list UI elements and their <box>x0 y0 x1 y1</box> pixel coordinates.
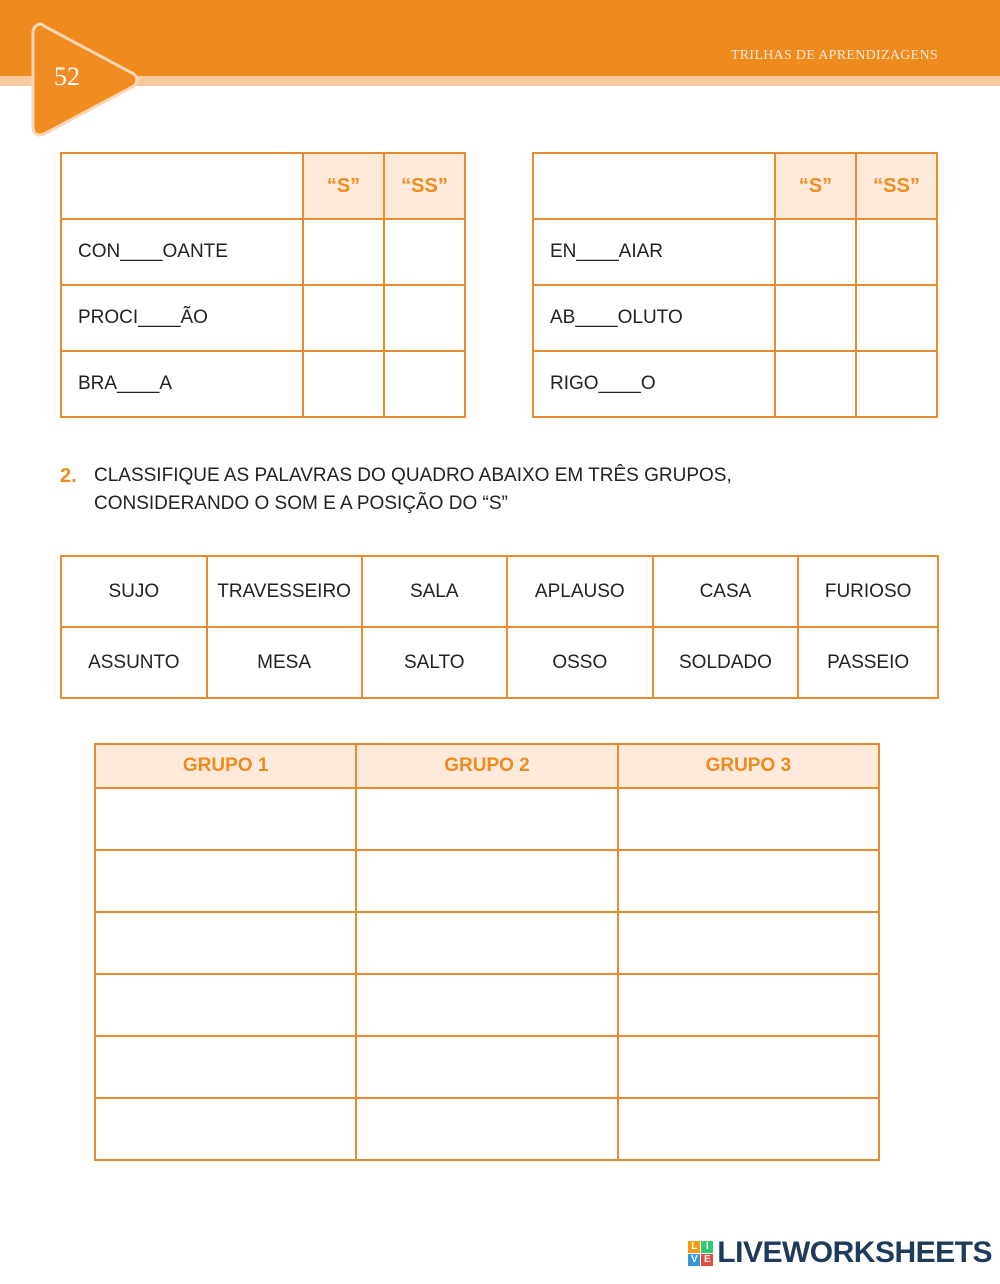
word-bank-cell: SALTO <box>362 627 507 698</box>
answer-cell-ss[interactable] <box>384 219 465 285</box>
word-bank-cell: CASA <box>653 556 799 627</box>
group-3-answer-cell[interactable] <box>618 1036 879 1098</box>
answer-cell-s[interactable] <box>303 219 384 285</box>
group-2-answer-cell[interactable] <box>356 788 617 850</box>
table-header-row <box>95 744 879 788</box>
group-3-answer-cell[interactable] <box>618 788 879 850</box>
word-bank-cell: SALA <box>362 556 507 627</box>
group-2-answer-cell[interactable] <box>356 1098 617 1160</box>
group-3-answer-cell[interactable] <box>618 974 879 1036</box>
group-1-answer-cell[interactable] <box>95 1098 356 1160</box>
word-bank-cell: TRAVESSEIRO <box>207 556 362 627</box>
answer-cell-s[interactable] <box>775 285 856 351</box>
instruction-line-1: CLASSIFIQUE AS PALAVRAS DO QUADRO ABAIXO EM TRÊS GRUPOS, <box>94 465 732 486</box>
liveworksheets-logo[interactable] <box>688 1236 992 1270</box>
s-ss-table-left <box>60 152 466 418</box>
logo-letter: E <box>701 1254 713 1266</box>
table-row <box>533 351 937 417</box>
book-title: TRILHAS DE APRENDIZAGENS <box>730 48 938 63</box>
table-row <box>61 351 465 417</box>
answer-cell-ss[interactable] <box>856 285 937 351</box>
answer-cell-ss[interactable] <box>856 351 937 417</box>
header-stripe <box>0 76 1000 86</box>
blank-header-cell <box>533 153 775 219</box>
groups-table <box>94 743 880 1161</box>
group-1-answer-cell[interactable] <box>95 912 356 974</box>
word-cell: RIGO____O <box>533 351 775 417</box>
exercise-2-instruction <box>60 462 860 518</box>
header-band <box>0 0 1000 76</box>
answer-cell-ss[interactable] <box>856 219 937 285</box>
blank-header-cell <box>61 153 303 219</box>
table-row <box>533 285 937 351</box>
answer-cell-s[interactable] <box>775 219 856 285</box>
group-1-answer-cell[interactable] <box>95 974 356 1036</box>
group-3-answer-cell[interactable] <box>618 850 879 912</box>
s-ss-table-right <box>532 152 938 418</box>
group-2-answer-cell[interactable] <box>356 912 617 974</box>
word-cell: BRA____A <box>61 351 303 417</box>
group-1-answer-cell[interactable] <box>95 788 356 850</box>
table-row <box>95 912 879 974</box>
word-bank-cell: OSSO <box>507 627 653 698</box>
table-row <box>61 219 465 285</box>
word-bank-cell: APLAUSO <box>507 556 653 627</box>
answer-cell-ss[interactable] <box>384 285 465 351</box>
table-row <box>95 850 879 912</box>
header-s: “S” <box>775 153 856 219</box>
group-1-header: GRUPO 1 <box>95 744 356 788</box>
word-cell: AB____OLUTO <box>533 285 775 351</box>
table-header-row <box>533 153 937 219</box>
word-bank-cell: MESA <box>207 627 362 698</box>
table-header-row <box>61 153 465 219</box>
word-bank-cell: ASSUNTO <box>61 627 207 698</box>
liveworksheets-logo-text: LIVEWORKSHEETS <box>717 1236 992 1269</box>
answer-cell-ss[interactable] <box>384 351 465 417</box>
word-cell: EN____AIAR <box>533 219 775 285</box>
table-row <box>95 788 879 850</box>
header-ss: “SS” <box>384 153 465 219</box>
word-bank-cell: SOLDADO <box>653 627 799 698</box>
table-row <box>95 1098 879 1160</box>
group-3-answer-cell[interactable] <box>618 912 879 974</box>
word-cell: PROCI____ÃO <box>61 285 303 351</box>
page-number: 52 <box>54 62 80 91</box>
word-bank-table <box>60 555 939 699</box>
group-3-header: GRUPO 3 <box>618 744 879 788</box>
answer-cell-s[interactable] <box>303 285 384 351</box>
table-row <box>95 974 879 1036</box>
table-row <box>61 556 938 627</box>
word-bank-cell: PASSEIO <box>798 627 938 698</box>
table-row <box>61 627 938 698</box>
logo-letter: I <box>701 1241 713 1253</box>
table-row <box>61 285 465 351</box>
group-2-header: GRUPO 2 <box>356 744 617 788</box>
header-s: “S” <box>303 153 384 219</box>
group-2-answer-cell[interactable] <box>356 850 617 912</box>
group-2-answer-cell[interactable] <box>356 974 617 1036</box>
liveworksheets-logo-icon <box>688 1241 713 1266</box>
word-bank-cell: SUJO <box>61 556 207 627</box>
word-bank-cell: FURIOSO <box>798 556 938 627</box>
logo-letter: L <box>688 1241 700 1253</box>
page-badge-arrow-icon <box>30 20 142 140</box>
exercise-number: 2. <box>60 465 77 487</box>
group-3-answer-cell[interactable] <box>618 1098 879 1160</box>
answer-cell-s[interactable] <box>303 351 384 417</box>
group-1-answer-cell[interactable] <box>95 850 356 912</box>
answer-cell-s[interactable] <box>775 351 856 417</box>
logo-letter: V <box>688 1254 700 1266</box>
group-2-answer-cell[interactable] <box>356 1036 617 1098</box>
word-cell: CON____OANTE <box>61 219 303 285</box>
group-1-answer-cell[interactable] <box>95 1036 356 1098</box>
table-row <box>95 1036 879 1098</box>
instruction-line-2: CONSIDERANDO O SOM E A POSIÇÃO DO “S” <box>94 493 508 514</box>
table-row <box>533 219 937 285</box>
header-ss: “SS” <box>856 153 937 219</box>
